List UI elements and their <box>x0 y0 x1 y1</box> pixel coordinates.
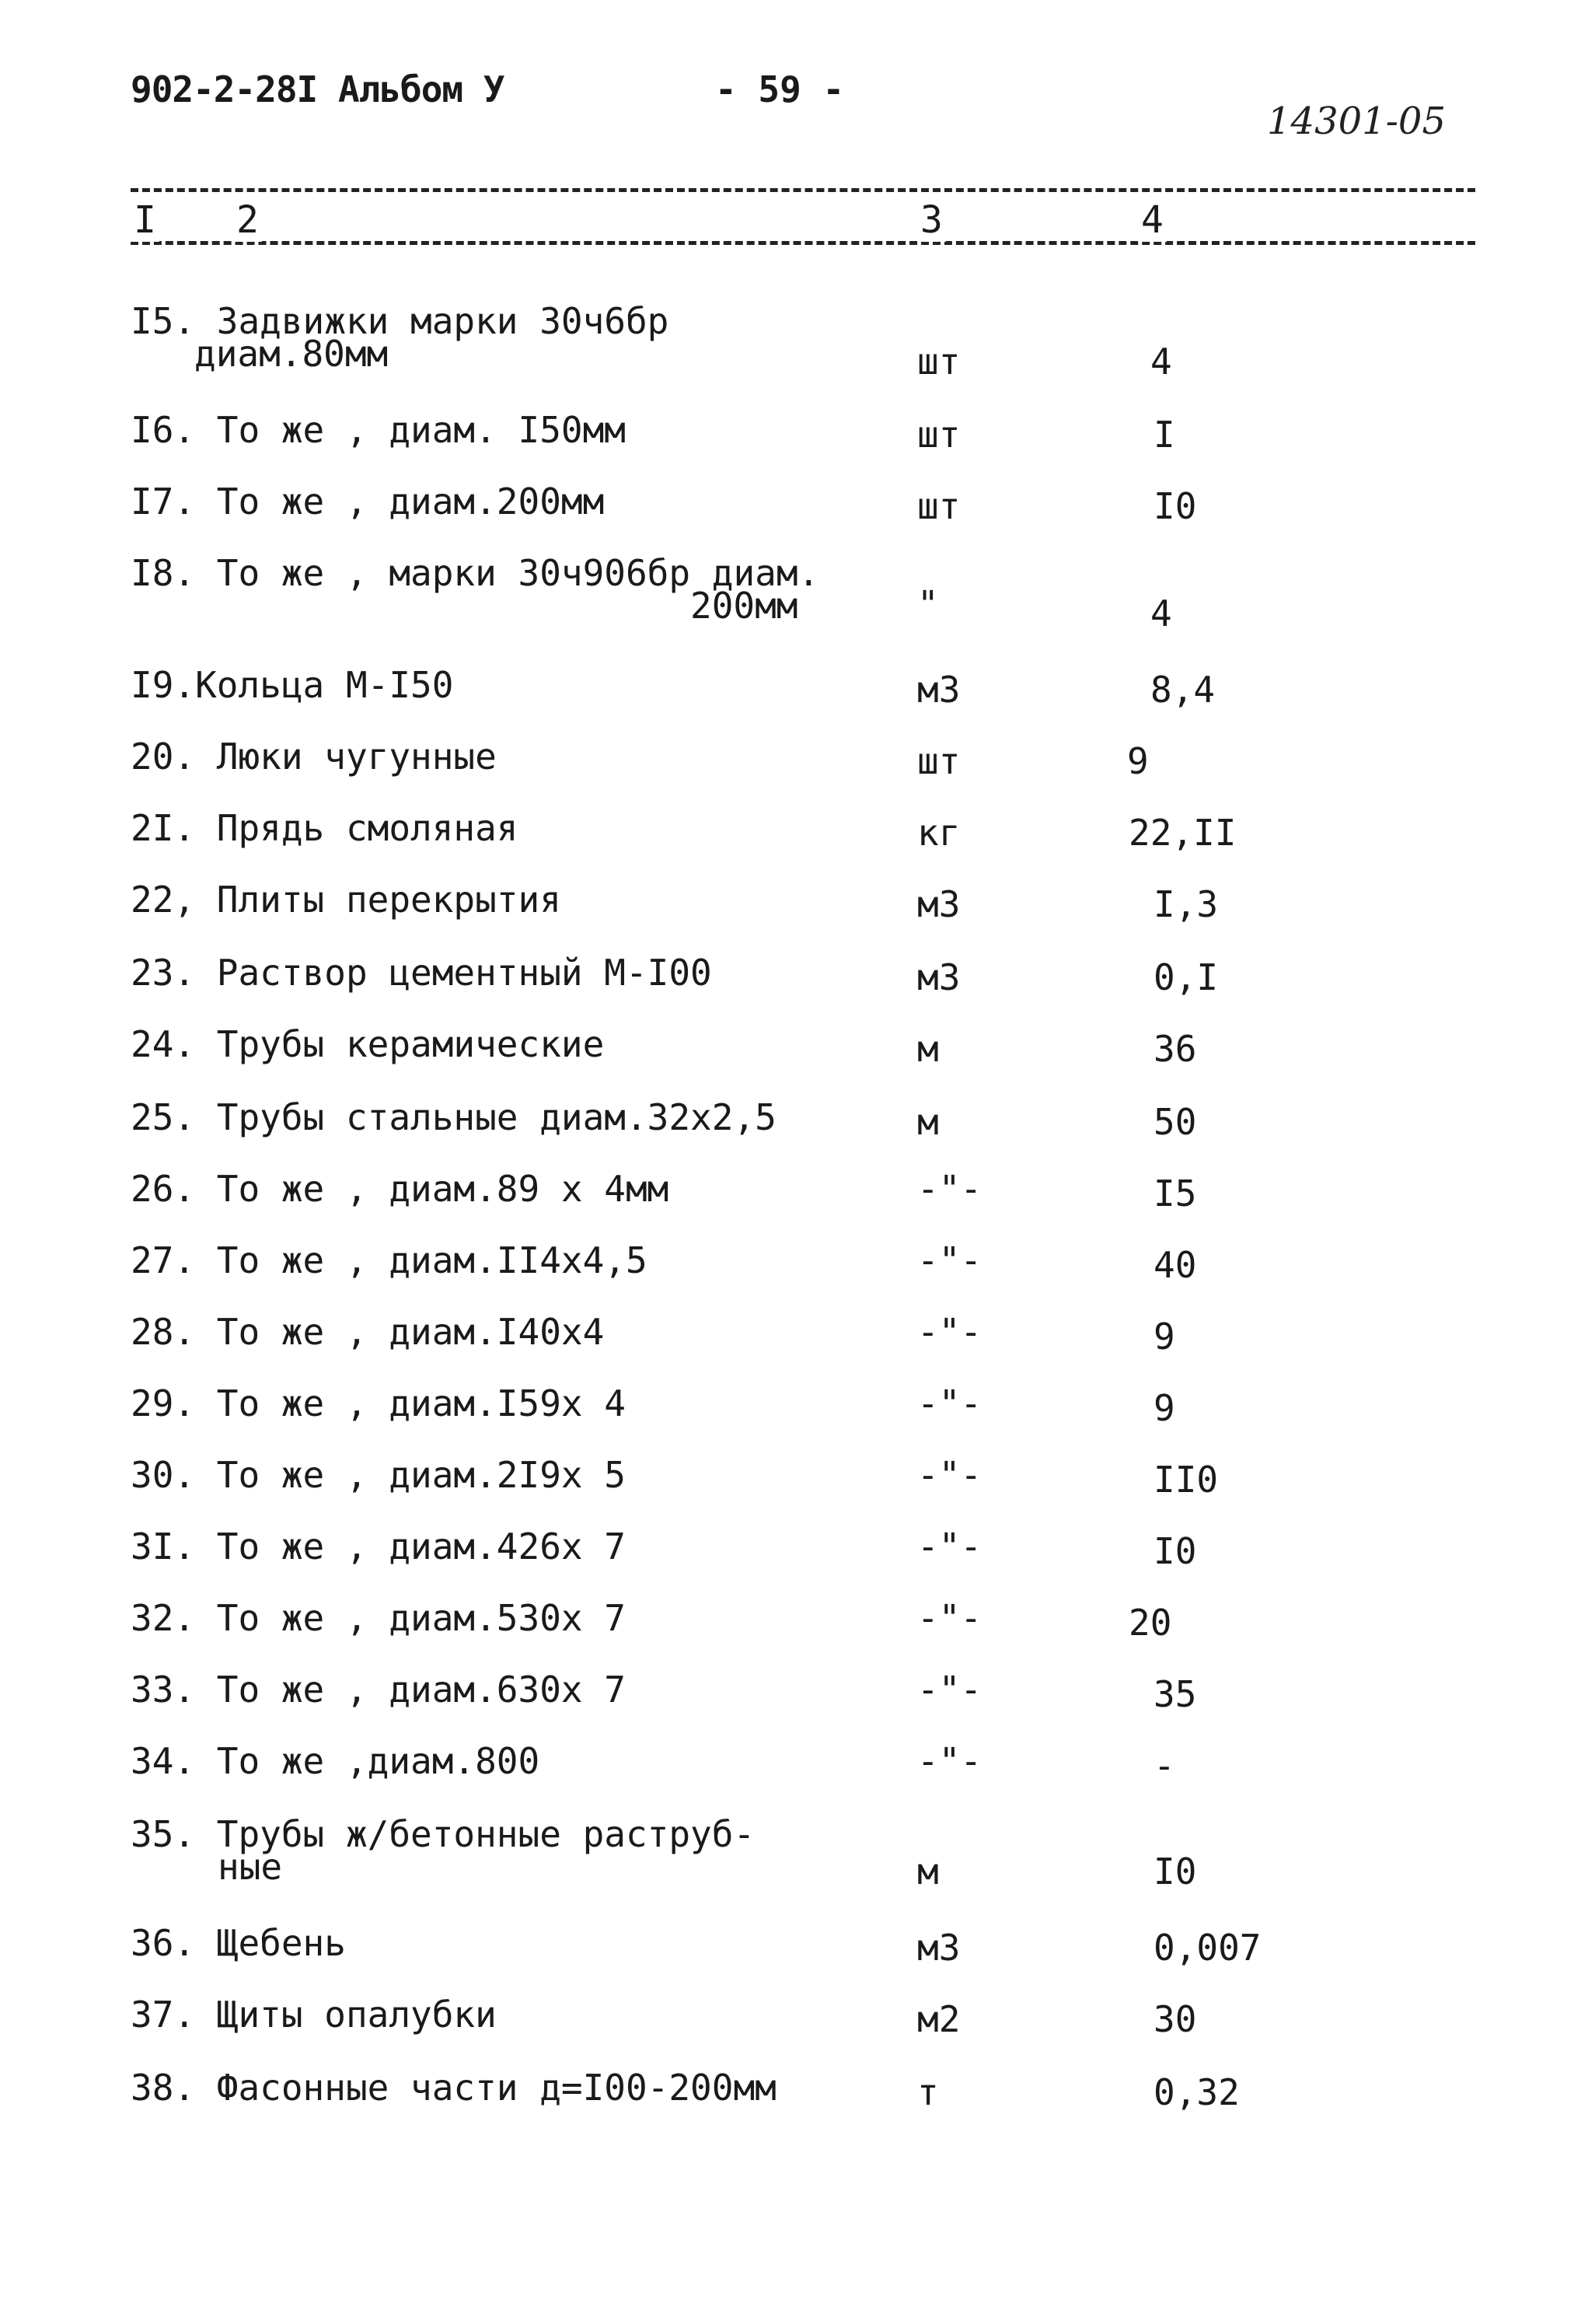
row-quantity: 40 <box>1153 1244 1197 1286</box>
row-description: 34. То же ,диам.800 <box>131 1740 540 1782</box>
row-description: 23. Раствор цементный М-I00 <box>131 952 712 994</box>
row-unit: -"- <box>917 1454 982 1496</box>
row-unit: -"- <box>917 1597 982 1639</box>
row-unit: м <box>917 1028 939 1070</box>
row-quantity: I <box>1153 414 1175 456</box>
row-description: 37. Щиты опалубки <box>131 1994 497 2036</box>
row-description-continued: ные <box>218 1846 283 1888</box>
row-quantity: 22,II <box>1129 812 1237 854</box>
row-quantity: 4 <box>1150 341 1172 383</box>
row-quantity: 0,32 <box>1153 2071 1240 2113</box>
row-quantity: I0 <box>1153 1530 1197 1572</box>
row-unit: м3 <box>917 956 961 998</box>
row-quantity: 50 <box>1153 1101 1197 1143</box>
dashed-rule-top <box>131 188 1475 192</box>
row-unit: -"- <box>917 1382 982 1424</box>
column-header-3: 3 <box>917 198 946 242</box>
row-quantity: I5 <box>1153 1172 1197 1214</box>
row-description: 29. То же , диам.I59х 4 <box>131 1382 626 1424</box>
column-header-4: 4 <box>1138 198 1167 242</box>
handwritten-number: 14301-05 <box>1267 100 1446 143</box>
row-quantity: 0,007 <box>1153 1927 1262 1969</box>
column-header-2: 2 <box>233 198 262 242</box>
row-description: 27. То же , диам.II4х4,5 <box>131 1239 647 1281</box>
row-quantity: 9 <box>1153 1316 1175 1358</box>
row-quantity: 35 <box>1153 1673 1197 1715</box>
row-quantity: I,3 <box>1153 883 1219 925</box>
row-quantity: I0 <box>1153 1850 1197 1892</box>
row-quantity: II0 <box>1153 1459 1219 1501</box>
row-unit: кг <box>917 812 961 854</box>
row-unit: шт <box>917 485 961 527</box>
album-code: 902-2-28I Альбом У <box>131 68 504 110</box>
row-unit: " <box>917 583 939 625</box>
row-description: 26. То же , диам.89 х 4мм <box>131 1168 669 1210</box>
row-description: 20. Люки чугунные <box>131 736 497 778</box>
row-unit: -"- <box>917 1669 982 1711</box>
row-description: 38. Фасонные части д=I00-200мм <box>131 2067 777 2109</box>
row-description: 33. То же , диам.630х 7 <box>131 1669 626 1711</box>
row-unit: шт <box>917 414 961 456</box>
row-description: 22, Плиты перекрытия <box>131 879 561 921</box>
row-unit: м3 <box>917 669 961 711</box>
row-unit: шт <box>917 740 961 782</box>
row-description: 25. Трубы стальные диам.32х2,5 <box>131 1096 777 1138</box>
row-unit: м <box>917 1101 939 1143</box>
row-quantity: 36 <box>1153 1028 1197 1070</box>
row-unit: м <box>917 1850 939 1892</box>
row-description: 36. Щебень <box>131 1922 346 1964</box>
row-quantity: 9 <box>1153 1387 1175 1429</box>
row-description: 3I. То же , диам.426х 7 <box>131 1525 626 1567</box>
row-quantity: 4 <box>1150 592 1172 634</box>
row-quantity: 20 <box>1129 1602 1172 1644</box>
row-unit: -"- <box>917 1239 982 1281</box>
column-header-1: I <box>131 198 159 242</box>
row-description: I8. То же , марки 30ч906бр диам. <box>131 552 820 594</box>
row-quantity: 30 <box>1153 1998 1197 2040</box>
row-description: I6. То же , диам. I50мм <box>131 409 626 451</box>
row-quantity: I0 <box>1153 485 1197 527</box>
row-unit: м3 <box>917 883 961 925</box>
row-quantity: 8,4 <box>1150 669 1216 711</box>
dashed-rule-header <box>131 241 1475 245</box>
row-description: 24. Трубы керамические <box>131 1023 605 1065</box>
row-description: I9.Кольца М-I50 <box>131 664 454 706</box>
page-number: - 59 - <box>715 68 845 110</box>
row-unit: -"- <box>917 1525 982 1567</box>
row-unit: шт <box>917 341 961 383</box>
row-description: 35. Трубы ж/бетонные раструб- <box>131 1813 756 1855</box>
row-unit: -"- <box>917 1311 982 1353</box>
row-description: I5. Задвижки марки 30ч6бр <box>131 300 669 342</box>
row-description: I7. То же , диам.200мм <box>131 481 605 522</box>
row-unit: м2 <box>917 1998 961 2040</box>
row-quantity: 0,I <box>1153 956 1219 998</box>
row-description-continued: диам.80мм <box>194 333 389 375</box>
row-unit: т <box>917 2071 939 2113</box>
row-unit: -"- <box>917 1168 982 1210</box>
row-description: 30. То же , диам.2I9х 5 <box>131 1454 626 1496</box>
row-quantity: 9 <box>1127 740 1149 782</box>
row-description: 28. То же , диам.I40х4 <box>131 1311 605 1353</box>
row-unit: м3 <box>917 1927 961 1969</box>
row-quantity: - <box>1153 1745 1175 1787</box>
row-description: 32. То же , диам.530х 7 <box>131 1597 626 1639</box>
row-description-continued: 200мм <box>690 585 798 627</box>
row-unit: -"- <box>917 1740 982 1782</box>
row-description: 2I. Прядь смоляная <box>131 807 518 849</box>
